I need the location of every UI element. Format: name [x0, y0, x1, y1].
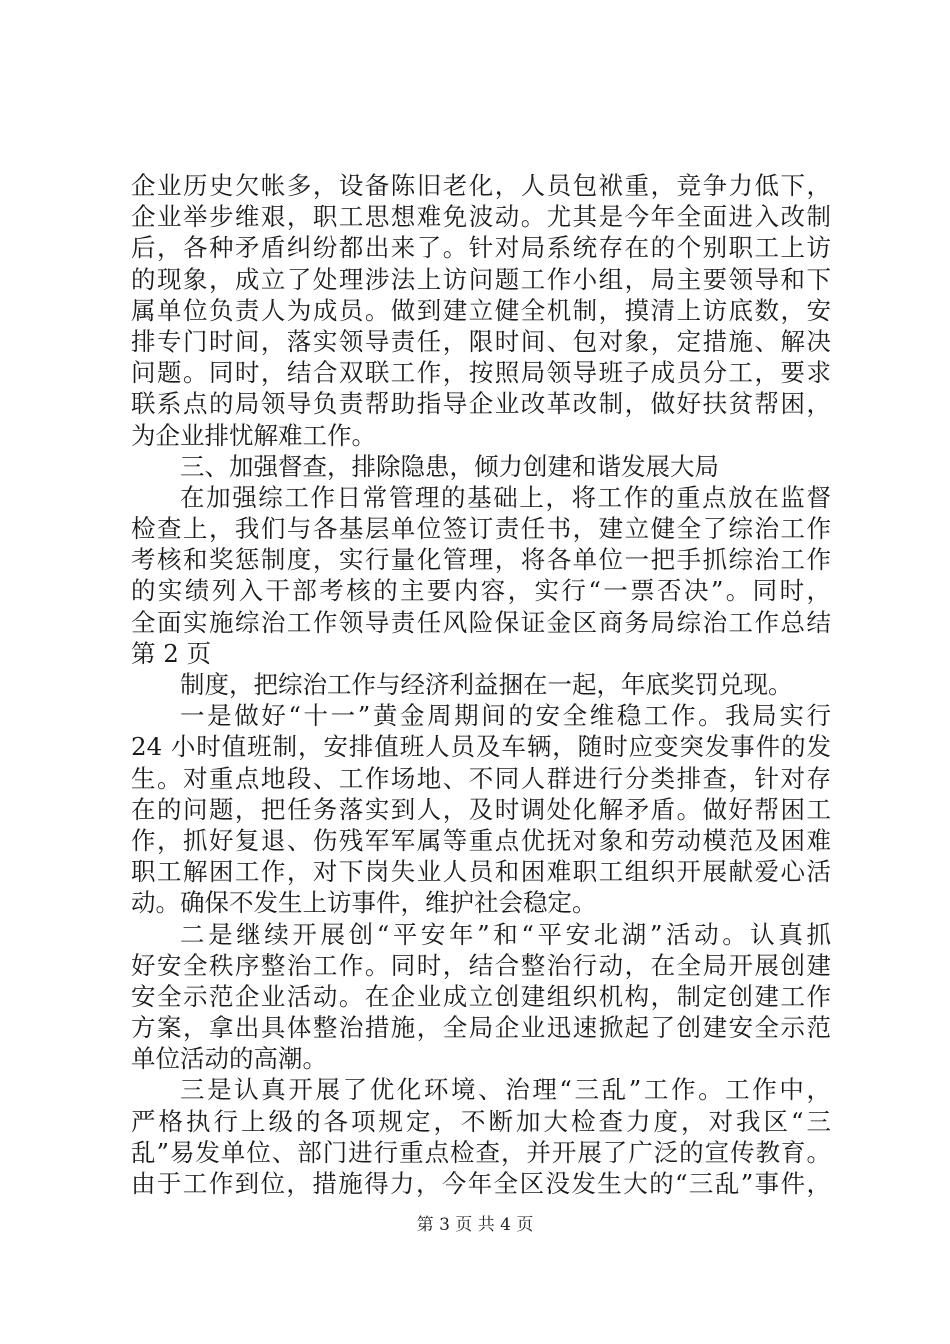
text-line: 严格执行上级的各项规定，不断加大检查力度，对我区“三: [131, 1106, 831, 1136]
text-line: 职工解困工作，对下岗失业人员和困难职工组织开展献爱心活: [131, 857, 831, 887]
section-heading: 三、加强督查，排除隐患，倾力创建和谐发展大局: [180, 451, 719, 481]
text-line: 排专门时间，落实领导责任，限时间、包对象，定措施、解决: [131, 326, 831, 356]
text-line: 一是做好“十一”黄金周期间的安全维稳工作。我局实行: [180, 701, 831, 731]
text-line: 全面实施综治工作领导责任风险保证金区商务局综治工作总结: [131, 607, 831, 637]
text-line: 作，抓好复退、伤残军军属等重点优抚对象和劳动模范及困难: [131, 825, 831, 855]
text-line: 的现象，成立了处理涉法上访问题工作小组，局主要领导和下: [131, 264, 831, 294]
text-line: 后，各种矛盾纠纷都出来了。针对局系统存在的个别职工上访: [131, 233, 831, 263]
text-line: 在的问题，把任务落实到人，及时调处化解矛盾。做好帮困工: [131, 794, 831, 824]
text-line: 问题。同时，结合双联工作，按照局领导班子成员分工，要求: [131, 358, 831, 388]
text-line: 单位活动的高潮。: [131, 1044, 327, 1074]
text-line: 企业历史欠帐多，设备陈旧老化，人员包袱重，竞争力低下，: [131, 171, 831, 200]
text-line: 属单位负责人为成员。做到建立健全机制，摸清上访底数，安: [131, 295, 831, 325]
inline-page-marker: 第 2 页: [131, 638, 212, 668]
text-line: 由于工作到位，措施得力，今年全区没发生大的“三乱”事件，: [131, 1169, 831, 1198]
text-line: 联系点的局领导负责帮助指导企业改革改制，做好扶贫帮困，: [131, 389, 831, 419]
text-line: 动。确保不发生上访事件，维护社会稳定。: [131, 888, 597, 918]
text-line: 安全示范企业活动。在企业成立创建组织机构，制定创建工作: [131, 981, 831, 1011]
text-line: 考核和奖惩制度，实行量化管理，将各单位一把手抓综治工作: [131, 545, 831, 575]
text-line: 好安全秩序整治工作。同时，结合整治行动，在全局开展创建: [131, 950, 831, 980]
text-line: 生。对重点地段、工作场地、不同人群进行分类排查，针对存: [131, 763, 831, 793]
page-footer: 第 3 页 共 4 页: [416, 1215, 534, 1235]
text-line: 检查上，我们与各基层单位签订责任书，建立健全了综治工作: [131, 514, 831, 544]
text-line: 的实绩列入干部考核的主要内容，实行“一票否决”。同时，: [131, 576, 831, 606]
text-line: 24 小时值班制，安排值班人员及车辆，随时应变突发事件的发: [131, 732, 831, 762]
document-body: [131, 170, 831, 1199]
text-line: 方案，拿出具体整治措施，全局企业迅速掀起了创建安全示范: [131, 1013, 831, 1043]
text-line: 在加强综工作日常管理的基础上，将工作的重点放在监督: [180, 482, 831, 512]
text-line: 二是继续开展创“平安年”和“平安北湖”活动。认真抓: [180, 919, 831, 949]
text-line: 乱”易发单位、部门进行重点检查，并开展了广泛的宣传教育。: [131, 1137, 831, 1167]
text-line: 三是认真开展了优化环境、治理“三乱”工作。工作中，: [180, 1075, 831, 1105]
text-line: 为企业排忧解难工作。: [131, 420, 376, 450]
text-line: 企业举步维艰，职工思想难免波动。尤其是今年全面进入改制: [131, 202, 831, 232]
text-line: 制度，把综治工作与经济利益捆在一起，年底奖罚兑现。: [180, 670, 793, 699]
